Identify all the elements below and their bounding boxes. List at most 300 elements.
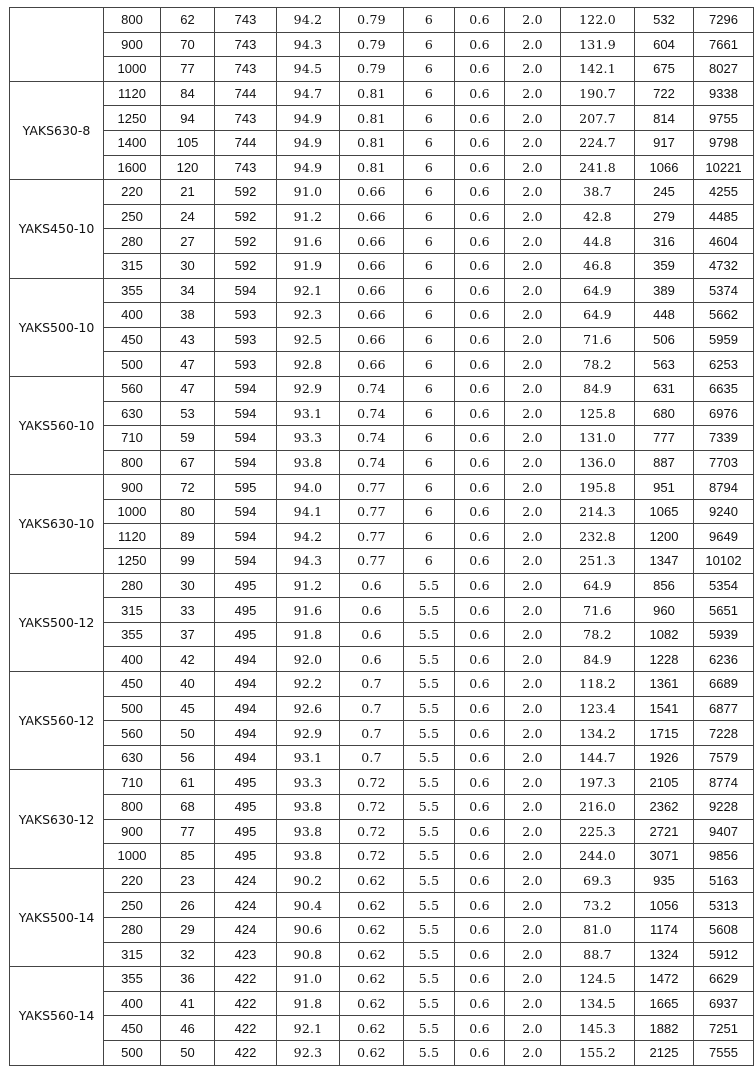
table-cell: 2.0 — [505, 598, 561, 623]
table-cell: 68 — [161, 795, 215, 820]
table-row — [10, 57, 754, 82]
table-cell: 960 — [635, 598, 694, 623]
table-cell: 2.0 — [505, 672, 561, 697]
table-cell: 7555 — [694, 1040, 754, 1065]
table-cell: 7296 — [694, 8, 754, 33]
table-row — [10, 893, 754, 918]
table-cell: 225.3 — [561, 819, 635, 844]
table-cell: 0.66 — [340, 303, 404, 328]
table-row — [10, 549, 754, 574]
table-cell: 5.5 — [404, 696, 455, 721]
table-cell: 92.9 — [277, 721, 340, 746]
table-cell: 0.74 — [340, 426, 404, 451]
table-cell: 0.6 — [455, 1016, 505, 1041]
table-cell: 0.6 — [455, 81, 505, 106]
table-cell: 34 — [161, 278, 215, 303]
table-cell: 0.7 — [340, 672, 404, 697]
table-cell: 495 — [215, 770, 277, 795]
table-cell: 0.6 — [455, 598, 505, 623]
table-cell: 2.0 — [505, 204, 561, 229]
table-cell: 743 — [215, 106, 277, 131]
table-cell: 5939 — [694, 622, 754, 647]
table-cell: 45 — [161, 696, 215, 721]
table-cell: 0.6 — [455, 204, 505, 229]
table-cell: 94.5 — [277, 57, 340, 82]
table-row — [10, 32, 754, 57]
table-cell: 6 — [404, 327, 455, 352]
table-cell: 241.8 — [561, 155, 635, 180]
table-cell: 2721 — [635, 819, 694, 844]
table-cell: 2.0 — [505, 303, 561, 328]
table-cell: 2.0 — [505, 426, 561, 451]
table-cell: 2.0 — [505, 106, 561, 131]
table-cell: 134.5 — [561, 991, 635, 1016]
table-cell: 560 — [104, 376, 161, 401]
table-row — [10, 795, 754, 820]
table-cell: 91.2 — [277, 573, 340, 598]
table-cell: 7339 — [694, 426, 754, 451]
table-cell: 2.0 — [505, 352, 561, 377]
table-cell: 594 — [215, 524, 277, 549]
table-cell: 2.0 — [505, 278, 561, 303]
model-cell: YAKS560-12 — [10, 672, 104, 770]
table-cell: 91.2 — [277, 204, 340, 229]
table-cell: 0.62 — [340, 917, 404, 942]
table-cell: 450 — [104, 1016, 161, 1041]
table-cell: 8774 — [694, 770, 754, 795]
table-cell: 6 — [404, 57, 455, 82]
model-cell: YAKS500-12 — [10, 573, 104, 671]
table-cell: 7661 — [694, 32, 754, 57]
table-cell: 5.5 — [404, 844, 455, 869]
table-cell: 494 — [215, 721, 277, 746]
table-cell: 26 — [161, 893, 215, 918]
table-cell: 6 — [404, 180, 455, 205]
table-row — [10, 352, 754, 377]
table-cell: 316 — [635, 229, 694, 254]
table-cell: 315 — [104, 253, 161, 278]
table-cell: 6253 — [694, 352, 754, 377]
table-cell: 9228 — [694, 795, 754, 820]
table-cell: 94.9 — [277, 106, 340, 131]
table-row — [10, 696, 754, 721]
table-cell: 422 — [215, 991, 277, 1016]
table-cell: 142.1 — [561, 57, 635, 82]
table-row — [10, 278, 754, 303]
table-cell: 5.5 — [404, 795, 455, 820]
table-cell: 0.79 — [340, 57, 404, 82]
table-cell: 224.7 — [561, 130, 635, 155]
table-cell: 6689 — [694, 672, 754, 697]
table-cell: 36 — [161, 967, 215, 992]
table-cell: 900 — [104, 32, 161, 57]
table-cell: 8794 — [694, 475, 754, 500]
table-cell: 604 — [635, 32, 694, 57]
table-cell: 9407 — [694, 819, 754, 844]
table-cell: 0.6 — [455, 893, 505, 918]
table-row — [10, 180, 754, 205]
table-cell: 495 — [215, 598, 277, 623]
table-cell: 280 — [104, 229, 161, 254]
table-cell: 42.8 — [561, 204, 635, 229]
table-cell: 592 — [215, 204, 277, 229]
table-cell: 131.0 — [561, 426, 635, 451]
table-cell: 77 — [161, 57, 215, 82]
table-cell: 0.6 — [455, 278, 505, 303]
table-cell: 743 — [215, 57, 277, 82]
table-cell: 0.62 — [340, 1040, 404, 1065]
table-cell: 71.6 — [561, 598, 635, 623]
table-cell: 92.3 — [277, 1040, 340, 1065]
table-row — [10, 426, 754, 451]
table-row — [10, 130, 754, 155]
table-cell: 450 — [104, 327, 161, 352]
table-cell: 5.5 — [404, 745, 455, 770]
table-cell: 0.6 — [455, 229, 505, 254]
table-cell: 0.7 — [340, 696, 404, 721]
table-cell: 422 — [215, 1016, 277, 1041]
table-cell: 0.6 — [455, 426, 505, 451]
table-cell: 93.1 — [277, 401, 340, 426]
table-cell: 0.6 — [455, 795, 505, 820]
table-cell: 37 — [161, 622, 215, 647]
table-cell: 1472 — [635, 967, 694, 992]
table-cell: 594 — [215, 426, 277, 451]
table-cell: 2.0 — [505, 81, 561, 106]
table-cell: 0.6 — [455, 130, 505, 155]
table-cell: 424 — [215, 917, 277, 942]
table-row — [10, 81, 754, 106]
table-cell: 5.5 — [404, 819, 455, 844]
table-cell: 90.8 — [277, 942, 340, 967]
table-cell: 91.8 — [277, 622, 340, 647]
table-cell: 5608 — [694, 917, 754, 942]
table-cell: 0.6 — [455, 32, 505, 57]
table-cell: 2362 — [635, 795, 694, 820]
table-cell: 85 — [161, 844, 215, 869]
table-row — [10, 917, 754, 942]
model-cell: YAKS630-12 — [10, 770, 104, 868]
table-cell: 89 — [161, 524, 215, 549]
table-cell: 0.6 — [455, 745, 505, 770]
table-cell: 594 — [215, 376, 277, 401]
table-cell: 0.6 — [455, 8, 505, 33]
table-cell: 6877 — [694, 696, 754, 721]
table-cell: 710 — [104, 770, 161, 795]
table-cell: 1250 — [104, 549, 161, 574]
table-cell: 80 — [161, 499, 215, 524]
table-cell: 2.0 — [505, 57, 561, 82]
table-cell: 856 — [635, 573, 694, 598]
table-cell: 355 — [104, 967, 161, 992]
table-cell: 0.77 — [340, 475, 404, 500]
table-row — [10, 967, 754, 992]
table-cell: 0.6 — [455, 672, 505, 697]
table-cell: 2.0 — [505, 844, 561, 869]
table-cell: 2.0 — [505, 475, 561, 500]
table-cell: 279 — [635, 204, 694, 229]
table-cell: 592 — [215, 229, 277, 254]
table-cell: 315 — [104, 942, 161, 967]
table-cell: 251.3 — [561, 549, 635, 574]
table-cell: 0.74 — [340, 401, 404, 426]
table-cell: 900 — [104, 475, 161, 500]
table-cell: 118.2 — [561, 672, 635, 697]
table-cell: 10102 — [694, 549, 754, 574]
table-cell: 50 — [161, 1040, 215, 1065]
table-cell: 94.2 — [277, 524, 340, 549]
table-cell: 0.6 — [340, 573, 404, 598]
table-cell: 0.6 — [340, 647, 404, 672]
table-row — [10, 524, 754, 549]
table-cell: 91.0 — [277, 967, 340, 992]
table-cell: 0.6 — [455, 819, 505, 844]
table-cell: 78.2 — [561, 352, 635, 377]
table-cell: 6 — [404, 81, 455, 106]
table-cell: 2.0 — [505, 499, 561, 524]
table-cell: 24 — [161, 204, 215, 229]
table-cell: 280 — [104, 573, 161, 598]
table-cell: 120 — [161, 155, 215, 180]
table-cell: 92.9 — [277, 376, 340, 401]
table-cell: 84 — [161, 81, 215, 106]
table-cell: 23 — [161, 868, 215, 893]
table-cell: 216.0 — [561, 795, 635, 820]
table-cell: 0.6 — [455, 942, 505, 967]
table-cell: 1324 — [635, 942, 694, 967]
table-row — [10, 844, 754, 869]
table-cell: 389 — [635, 278, 694, 303]
table-cell: 800 — [104, 450, 161, 475]
table-cell: 38 — [161, 303, 215, 328]
table-cell: 6629 — [694, 967, 754, 992]
table-cell: 123.4 — [561, 696, 635, 721]
table-cell: 2.0 — [505, 942, 561, 967]
table-cell: 0.6 — [455, 499, 505, 524]
table-cell: 92.0 — [277, 647, 340, 672]
table-cell: 6 — [404, 106, 455, 131]
table-cell: 1250 — [104, 106, 161, 131]
table-cell: 5.5 — [404, 868, 455, 893]
table-cell: 6 — [404, 130, 455, 155]
table-cell: 1347 — [635, 549, 694, 574]
table-cell: 92.1 — [277, 1016, 340, 1041]
table-cell: 46.8 — [561, 253, 635, 278]
table-row — [10, 868, 754, 893]
table-cell: 0.81 — [340, 81, 404, 106]
table-cell: 2.0 — [505, 696, 561, 721]
table-cell: 0.6 — [455, 991, 505, 1016]
table-cell: 207.7 — [561, 106, 635, 131]
table-cell: 0.72 — [340, 770, 404, 795]
table-cell: 5.5 — [404, 672, 455, 697]
table-cell: 495 — [215, 795, 277, 820]
table-cell: 8027 — [694, 57, 754, 82]
table-cell: 0.62 — [340, 893, 404, 918]
table-cell: 0.6 — [455, 844, 505, 869]
table-cell: 400 — [104, 647, 161, 672]
table-cell: 9856 — [694, 844, 754, 869]
table-row — [10, 155, 754, 180]
table-cell: 5.5 — [404, 622, 455, 647]
table-cell: 93.8 — [277, 450, 340, 475]
table-cell: 0.66 — [340, 204, 404, 229]
table-cell: 400 — [104, 991, 161, 1016]
table-cell: 93.1 — [277, 745, 340, 770]
table-cell: 0.6 — [455, 1040, 505, 1065]
table-cell: 5.5 — [404, 1016, 455, 1041]
table-cell: 1000 — [104, 57, 161, 82]
table-cell: 6 — [404, 450, 455, 475]
table-cell: 743 — [215, 8, 277, 33]
table-cell: 631 — [635, 376, 694, 401]
table-cell: 675 — [635, 57, 694, 82]
table-cell: 593 — [215, 352, 277, 377]
table-cell: 7251 — [694, 1016, 754, 1041]
table-cell: 0.6 — [340, 598, 404, 623]
table-cell: 1600 — [104, 155, 161, 180]
table-cell: 244.0 — [561, 844, 635, 869]
table-cell: 3071 — [635, 844, 694, 869]
motor-spec-table — [9, 7, 754, 1066]
table-cell: 77 — [161, 819, 215, 844]
table-cell: 91.6 — [277, 598, 340, 623]
table-cell: 0.6 — [455, 475, 505, 500]
table-cell: 90.4 — [277, 893, 340, 918]
table-cell: 91.0 — [277, 180, 340, 205]
table-cell: 6 — [404, 155, 455, 180]
table-cell: 1000 — [104, 844, 161, 869]
table-row — [10, 598, 754, 623]
table-row — [10, 106, 754, 131]
table-cell: 0.6 — [455, 696, 505, 721]
table-cell: 155.2 — [561, 1040, 635, 1065]
table-cell: 94.0 — [277, 475, 340, 500]
table-cell: 0.74 — [340, 450, 404, 475]
table-cell: 2.0 — [505, 795, 561, 820]
table-cell: 250 — [104, 893, 161, 918]
table-cell: 2.0 — [505, 327, 561, 352]
table-cell: 2.0 — [505, 1040, 561, 1065]
table-cell: 495 — [215, 844, 277, 869]
table-cell: 9338 — [694, 81, 754, 106]
model-cell: YAKS500-10 — [10, 278, 104, 376]
table-cell: 94 — [161, 106, 215, 131]
table-cell: 4255 — [694, 180, 754, 205]
table-cell: 2.0 — [505, 868, 561, 893]
table-cell: 6 — [404, 499, 455, 524]
table-cell: 43 — [161, 327, 215, 352]
table-cell: 0.6 — [455, 450, 505, 475]
table-cell: 0.66 — [340, 229, 404, 254]
table-cell: 2.0 — [505, 155, 561, 180]
table-cell: 494 — [215, 672, 277, 697]
table-cell: 5.5 — [404, 598, 455, 623]
table-row — [10, 991, 754, 1016]
table-cell: 2.0 — [505, 917, 561, 942]
table-cell: 592 — [215, 253, 277, 278]
table-cell: 1065 — [635, 499, 694, 524]
table-cell: 5662 — [694, 303, 754, 328]
table-cell: 5.5 — [404, 770, 455, 795]
table-cell: 30 — [161, 573, 215, 598]
table-cell: 2125 — [635, 1040, 694, 1065]
table-cell: 6 — [404, 204, 455, 229]
model-cell: YAKS450-10 — [10, 180, 104, 278]
table-cell: 5163 — [694, 868, 754, 893]
table-cell: 5912 — [694, 942, 754, 967]
table-row — [10, 942, 754, 967]
table-cell: 131.9 — [561, 32, 635, 57]
table-cell: 2.0 — [505, 991, 561, 1016]
table-cell: 41 — [161, 991, 215, 1016]
table-cell: 245 — [635, 180, 694, 205]
table-cell: 2.0 — [505, 524, 561, 549]
table-cell: 0.62 — [340, 942, 404, 967]
table-cell: 630 — [104, 401, 161, 426]
table-cell: 47 — [161, 376, 215, 401]
table-cell: 5.5 — [404, 647, 455, 672]
table-cell: 0.7 — [340, 745, 404, 770]
table-row — [10, 327, 754, 352]
table-cell: 0.72 — [340, 795, 404, 820]
table-cell: 0.6 — [455, 917, 505, 942]
table-cell: 0.81 — [340, 130, 404, 155]
table-cell: 6 — [404, 32, 455, 57]
table-cell: 495 — [215, 819, 277, 844]
table-cell: 2.0 — [505, 32, 561, 57]
model-cell: YAKS560-14 — [10, 967, 104, 1065]
table-cell: 800 — [104, 795, 161, 820]
table-cell: 2.0 — [505, 180, 561, 205]
table-cell: 0.77 — [340, 524, 404, 549]
table-cell: 0.6 — [455, 524, 505, 549]
table-cell: 0.72 — [340, 844, 404, 869]
table-cell: 777 — [635, 426, 694, 451]
table-cell: 423 — [215, 942, 277, 967]
table-cell: 0.6 — [455, 721, 505, 746]
table-cell: 494 — [215, 647, 277, 672]
table-cell: 6 — [404, 549, 455, 574]
table-cell: 0.77 — [340, 499, 404, 524]
table-cell: 2.0 — [505, 745, 561, 770]
table-cell: 6236 — [694, 647, 754, 672]
table-cell: 53 — [161, 401, 215, 426]
table-cell: 38.7 — [561, 180, 635, 205]
table-cell: 315 — [104, 598, 161, 623]
table-cell: 495 — [215, 622, 277, 647]
table-cell: 195.8 — [561, 475, 635, 500]
table-cell: 64.9 — [561, 303, 635, 328]
table-cell: 6976 — [694, 401, 754, 426]
table-cell: 1541 — [635, 696, 694, 721]
table-cell: 21 — [161, 180, 215, 205]
table-cell: 5.5 — [404, 893, 455, 918]
table-cell: 93.3 — [277, 426, 340, 451]
table-cell: 1000 — [104, 499, 161, 524]
table-cell: 90.2 — [277, 868, 340, 893]
table-cell: 0.6 — [455, 868, 505, 893]
table-cell: 72 — [161, 475, 215, 500]
table-cell: 355 — [104, 278, 161, 303]
table-cell: 29 — [161, 917, 215, 942]
table-cell: 0.6 — [455, 573, 505, 598]
table-cell: 94.3 — [277, 32, 340, 57]
table-cell: 722 — [635, 81, 694, 106]
table-cell: 94.3 — [277, 549, 340, 574]
table-cell: 0.6 — [455, 622, 505, 647]
table-cell: 2.0 — [505, 770, 561, 795]
